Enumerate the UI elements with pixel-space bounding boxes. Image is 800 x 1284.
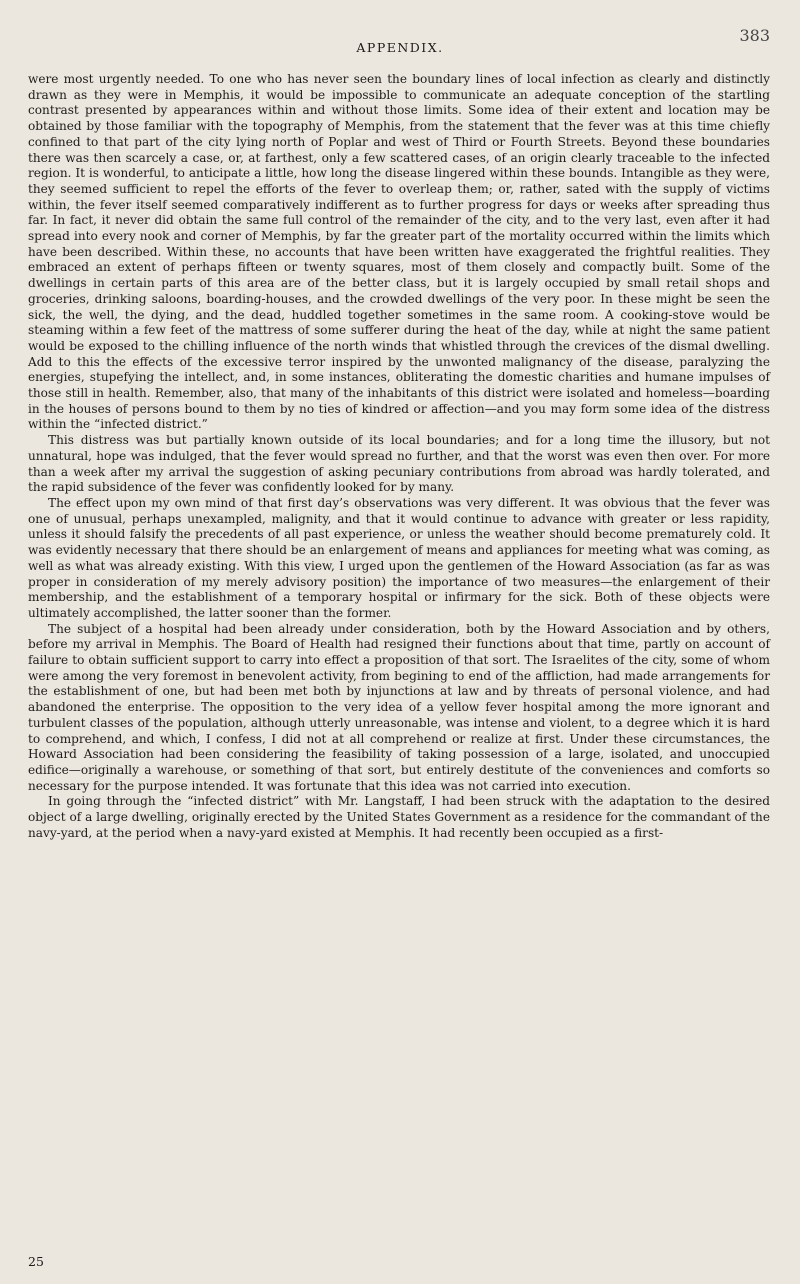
running-header: APPENDIX. [356,40,444,55]
paragraph: The effect upon my own mind of that first day’s observations was very different. It was obvious that the fever was one of unusual, perhaps unexampled, malignity, and that it would continue to advance with greater or less rapidity, unless it should falsify the precedents of all past experience, or unless the weather should become prematurely cold. It was evidently necessary that there should be an enlargement of means and appliances for meeting what was coming, as well as what was already existing. With this view, I urged upon the gentlemen of the Howard Association (as far as was proper in consideration of my merely advisory position) the importance of two measures—the enlargement of their membership, and the establishment of a temporary hospital or infirmary for the sick. Both of these objects were ultimately accomplished, the latter sooner than the former. [28,495,770,620]
body-text [28,72,770,841]
signature-mark: 25 [28,1254,44,1269]
paragraph: were most urgently needed. To one who has never seen the boundary lines of local infection as clearly and distinctly drawn as they were in Memphis, it would be impossible to communicate an adequate conception of the startling contrast presented by appearances within and without those limits. Some idea of their extent and location may be obtained by those familiar with the topography of Memphis, from the statement that the fever was at this time chiefly confined to that part of the city lying north of Poplar and west of Third or Fourth Streets. Beyond these boundaries there was then scarcely a case, or, at farthest, only a few scattered cases, of an origin clearly traceable to the infected region. It is wonderful, to anticipate a little, how long the disease lingered within these bounds. Intangible as they were, they seemed sufficient to repel the efforts of the fever to overleap them; or, rather, sated with the supply of victims within, the fever itself seemed comparatively indifferent as to further progress for days or weeks after spreading thus far. In fact, it never did obtain the same full control of the remainder of the city, and to the very last, even after it had spread into every nook and corner of Memphis, by far the greater part of the mortality occurred within the limits which have been described. Within these, no accounts that have been written have exaggerated the frightful realities. They embraced an extent of perhaps fifteen or twenty squares, most of them closely and compactly built. Some of the dwellings in certain parts of this area are of the better class, but it is largely occupied by small retail shops and groceries, drinking saloons, boarding-houses, and the crowded dwellings of the very poor. In these might be seen the sick, the well, the dying, and the dead, huddled together sometimes in the same room. A cooking-stove would be steaming within a few feet of the mattress of some sufferer during the heat of the day, while at night the same patient would be exposed to the chilling influence of the north winds that whistled through the crevices of the dismal dwelling. Add to this the effects of the excessive terror inspired by the unwonted malignancy of the disease, paralyzing the energies, stupefying the intellect, and, in some instances, obliterating the domestic charities and humane impulses of those still in health. Remember, also, that many of the inhabitants of this district were isolated and homeless—boarding in the houses of persons bound to them by no ties of kindred or affection—and you may form some idea of the distress within the “infected district.” [28,72,770,432]
paragraph: In going through the “infected district” with Mr. Langstaff, I had been struck with the adaptation to the desired object of a large dwelling, originally erected by the United States Government as a residence for the commandant of the navy-yard, at the period when a navy-yard existed at Memphis. It had recently been occupied as a first- [28,794,770,840]
paragraph: This distress was but partially known outside of its local boundaries; and for a long time the illusory, but not unnatural, hope was indulged, that the fever would spread no further, and that the worst was even then over. For more than a week after my arrival the suggestion of asking pecuniary contributions from abroad was hardly tolerated, and the rapid subsidence of the fever was confidently looked for by many. [28,433,770,495]
page-number: 383 [739,26,770,45]
paragraph: The subject of a hospital had been already under consideration, both by the Howard Association and by others, before my arrival in Memphis. The Board of Health had resigned their functions about that time, partly on account of failure to obtain sufficient support to carry into effect a proposition of that sort. The Israelites of the city, some of whom were among the very foremost in benevolent activity, from begining to end of the affliction, had made arrangements for the establishment of one, but had been met both by injunctions at law and by threats of personal violence, and had abandoned the enterprise. The opposition to the very idea of a yellow fever hospital among the more ignorant and turbulent classes of the population, although utterly unreasonable, was intense and violent, to a degree which it is hard to comprehend, and which, I confess, I did not at all comprehend or realize at first. Under these circumstances, the Howard Association had been considering the feasibility of taking possession of a large, isolated, and unoccupied edifice—originally a warehouse, or something of that sort, but entirely destitute of the conveniences and comforts so necessary for the purpose intended. It was fortunate that this idea was not carried into execution. [28,621,770,793]
